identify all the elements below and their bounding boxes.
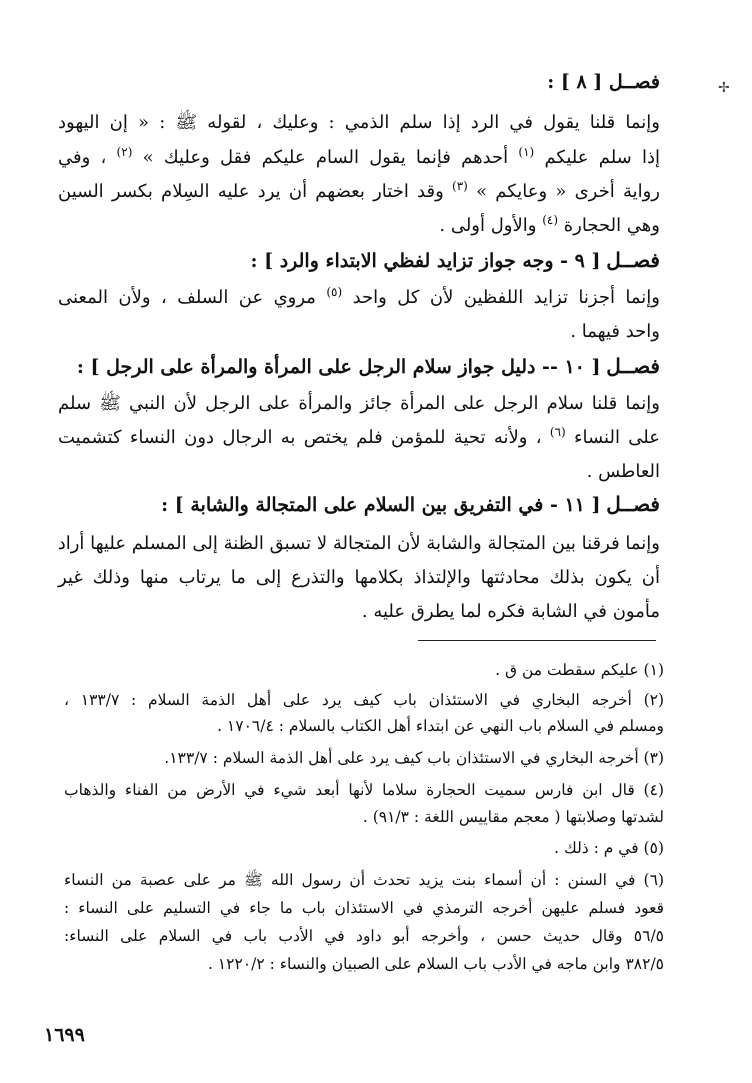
section-10-heading xyxy=(58,352,660,382)
footnote-marker-5: (٥) xyxy=(326,285,343,299)
footnote-2-line1: (٢) أخرجه البخاري في الاستئذان باب كيف يرد على أهل الذمة السلام : ١٣٣/٧ ، xyxy=(64,691,665,709)
section-10-title: [ ١٠ -- دليل جواز سلام الرجل على المرأة والمرأة على الرجل ] : xyxy=(76,356,601,378)
para11-line1: وإنما فرقنا بين المتجالة والشابة لأن المتجالة لا تسبق الظنة إلى المسلم عليها أراد xyxy=(57,533,660,554)
footnote-2-line2: ومسلم في السلام باب النهي عن ابتداء أهل الكتاب بالسلام : ١٧٠٦/٤ . xyxy=(217,717,664,735)
footnote-1: (١) عليكم سقطت من ق . xyxy=(495,661,664,679)
footnote-4-line2: لشدتها وصلابتها ( معجم مقاييس اللغة : ٩١/٣) . xyxy=(362,808,664,826)
para8-line4-b: والأول أولى . xyxy=(439,215,537,236)
footnote-marker-1: (١) xyxy=(518,145,535,159)
section-11-heading xyxy=(58,490,660,520)
section-11-word: فصــل xyxy=(606,492,660,516)
footnote-6-line3: ٥٦/٥ وقال حديث حسن ، وأخرجه أبو داود في الأدب باب في السلام على النساء: xyxy=(64,927,664,945)
para8-line2-c: ، وفي xyxy=(58,147,107,168)
footnote-separator xyxy=(418,640,656,641)
para9-line1 xyxy=(58,284,660,313)
para9-line2: واحد فيهما . xyxy=(570,321,660,342)
section-9-word: فصــل xyxy=(606,248,660,272)
footnote-6-line2: قعود فسلم عليهن أخرجه الترمذي في الاستئذان باب ما جاء في التسليم على النساء : xyxy=(64,899,664,917)
footnote-marker-3: (٣) xyxy=(452,179,468,193)
para10-line3: العاطس . xyxy=(586,461,660,482)
para8-line3-b: وقد اختار بعضهم أن يرد عليه السِلام بكسر السين xyxy=(58,181,444,202)
section-10-word: فصــل xyxy=(606,354,660,378)
footnote-marker-2: (٢) xyxy=(116,145,133,159)
para8-line4 xyxy=(58,212,660,241)
footnote-5: (٥) في م : ذلك . xyxy=(554,839,664,857)
footnote-3: (٣) أخرجه البخاري في الاستئذان باب كيف يرد على أهل الذمة السلام : ١٣٣/٧. xyxy=(164,749,664,767)
para11-line3: مأمون في الشابة فكره لما يطرق عليه . xyxy=(361,601,660,622)
footnote-marker-4: (٤) xyxy=(542,213,559,227)
page-number: ١٦٩٩ xyxy=(44,1024,85,1046)
para10-line2-b: ، ولأنه تحية للمؤمن فلم يختص به الرجال دون النساء كتشميت xyxy=(58,427,542,448)
para8-line2 xyxy=(58,144,660,173)
para9-line1-b: مروي عن السلف ، ولأن المعنى xyxy=(58,287,316,308)
section-9-title: [ ٩ - وجه جواز تزايد لفظي الابتداء والرد ] : xyxy=(250,250,601,272)
para11-line2: أن يكون بذلك محادثتها والإلتذاذ بكلامها والتذرع إلى ما يرتاب منها وذلك غير xyxy=(58,567,660,588)
para8-line3 xyxy=(58,178,660,207)
section-8-title: فصــل [ ٨ ] : xyxy=(547,71,660,93)
para9-line1-a: وإنما أجزنا تزايد اللفظين لأن كل واحد xyxy=(352,287,660,308)
para10-line2-a: على النساء xyxy=(574,427,660,448)
para8-line3-a: رواية أخرى « وعايكم » xyxy=(476,181,660,202)
section-11-title: [ ١١ - في التفريق بين السلام على المتجالة والشابة ] : xyxy=(161,494,601,516)
para10-line2 xyxy=(58,424,660,453)
footnote-4-line1: (٤) قال ابن فارس سميت الحجارة سلاما لأنها أبعد شيء في الأرض من الفناء والذهاب xyxy=(64,781,664,799)
section-9-heading xyxy=(58,246,660,276)
para8-line2-a: إذا سلم عليكم xyxy=(544,147,660,168)
footnote-marker-6: (٦) xyxy=(549,425,566,439)
para10-line1: وإنما قلنا سلام الرجل على المرأة جائز والمرأة على الرجل لأن النبي ﷺ سلم xyxy=(58,393,660,414)
margin-star-icon: ✢ xyxy=(718,80,730,96)
footnote-6-line1: (٦) في السنن : أن أسماء بنت يزيد تحدث أن رسول الله ﷺ مر على عصبة من النساء xyxy=(64,871,664,889)
para8-line4-a: وهي الحجارة xyxy=(563,215,660,236)
section-8-heading xyxy=(58,68,660,96)
footnote-6-line4: ٣٨٢/٥ وابن ماجه في الأدب باب السلام على الصبيان والنساء : ١٢٢٠/٢ . xyxy=(207,955,664,973)
para8-line1: وإنما قلنا يقول في الرد إذا سلم الذمي : وعليك ، لقوله ﷺ : « إن اليهود xyxy=(58,112,660,133)
para8-line2-b: أحدهم فإنما يقول السام عليكم فقل وعليك » xyxy=(142,147,509,168)
